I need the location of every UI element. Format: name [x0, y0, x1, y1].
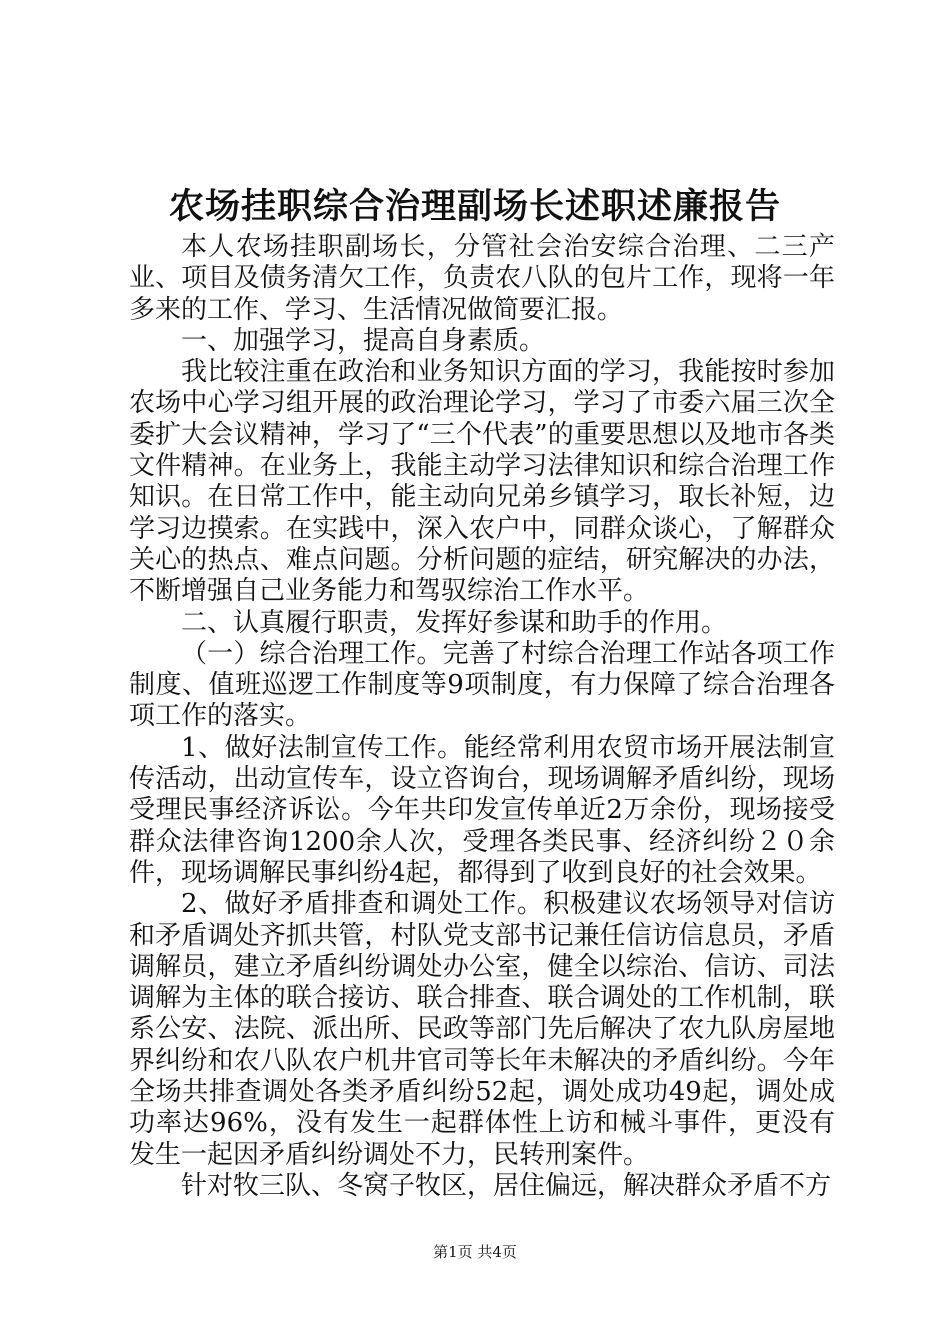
- section-heading-2: 二、认真履行职责，发挥好参谋和助手的作用。: [181, 607, 728, 638]
- paragraph-dispute-mediation: 2、做好矛盾排查和调处工作。积极建议农场领导对信访和矛盾调处齐抓共管，村队党支部书记兼任信访信息员，矛盾调解员，建立矛盾纠纷调处办公室，健全以综治、信访、司法调解为主体的联合接访、联合排查、联合调处的工作机制，联系公安、法院、派出所、民政等部门先后解决了农九队房屋地界纠纷和农八队农户机井官司等长年未解决的矛盾纠纷。今年全场共排查调处各类矛盾纠纷52起，调处成功49起，调处成功率达96%，没有发生一起群体性上访和械斗事件，更没有发生一起因矛盾纠纷调处不力，民转刑案件。: [129, 889, 835, 1170]
- paragraph-study: 我比较注重在政治和业务知识方面的学习，我能按时参加农场中心学习组开展的政治理论学习，学习了市委六届三次全委扩大会议精神，学习了“三个代表”的重要思想以及地市各类文件精神。在业务上，我能主动学习法律知识和综合治理工作知识。在日常工作中，能主动向兄弟乡镇学习，取长补短，边学习边摸索。在实践中，深入农户中，同群众谈心，了解群众关心的热点、难点问题。分析问题的症结，研究解决的办法，不断增强自己业务能力和驾驭综治工作水平。: [129, 357, 835, 607]
- page-number-footer: 第1页 共4页: [433, 1243, 517, 1261]
- section-heading-1: 一、加强学习，提高自身素质。: [181, 325, 546, 356]
- paragraph-legal-publicity: 1、做好法制宣传工作。能经常利用农贸市场开展法制宣传活动，出动宣传车，设立咨询台，现场调解矛盾纠纷，现场受理民事经济诉讼。今年共印发宣传单近2万余份，现场接受群众法律咨询1200余人次，受理各类民事、经济纠纷２０余件，现场调解民事纠纷4起，都得到了收到良好的社会效果。: [129, 732, 835, 888]
- paragraph-intro: 本人农场挂职副场长，分管社会治安综合治理、二三产业、项目及债务清欠工作，负责农八队的包片工作，现将一年多来的工作、学习、生活情况做简要汇报。: [129, 232, 835, 325]
- document-title: 农场挂职综合治理副场长述职述廉报告: [168, 186, 781, 227]
- paragraph-governance: （一）综合治理工作。完善了村综合治理工作站各项工作制度、值班巡逻工作制度等9项制度，有力保障了综合治理各项工作的落实。: [129, 638, 835, 732]
- paragraph-pastoral-area: 针对牧三队、冬窝子牧区，居住偏远，解决群众矛盾不方: [181, 1170, 832, 1201]
- document-body: [129, 232, 835, 1202]
